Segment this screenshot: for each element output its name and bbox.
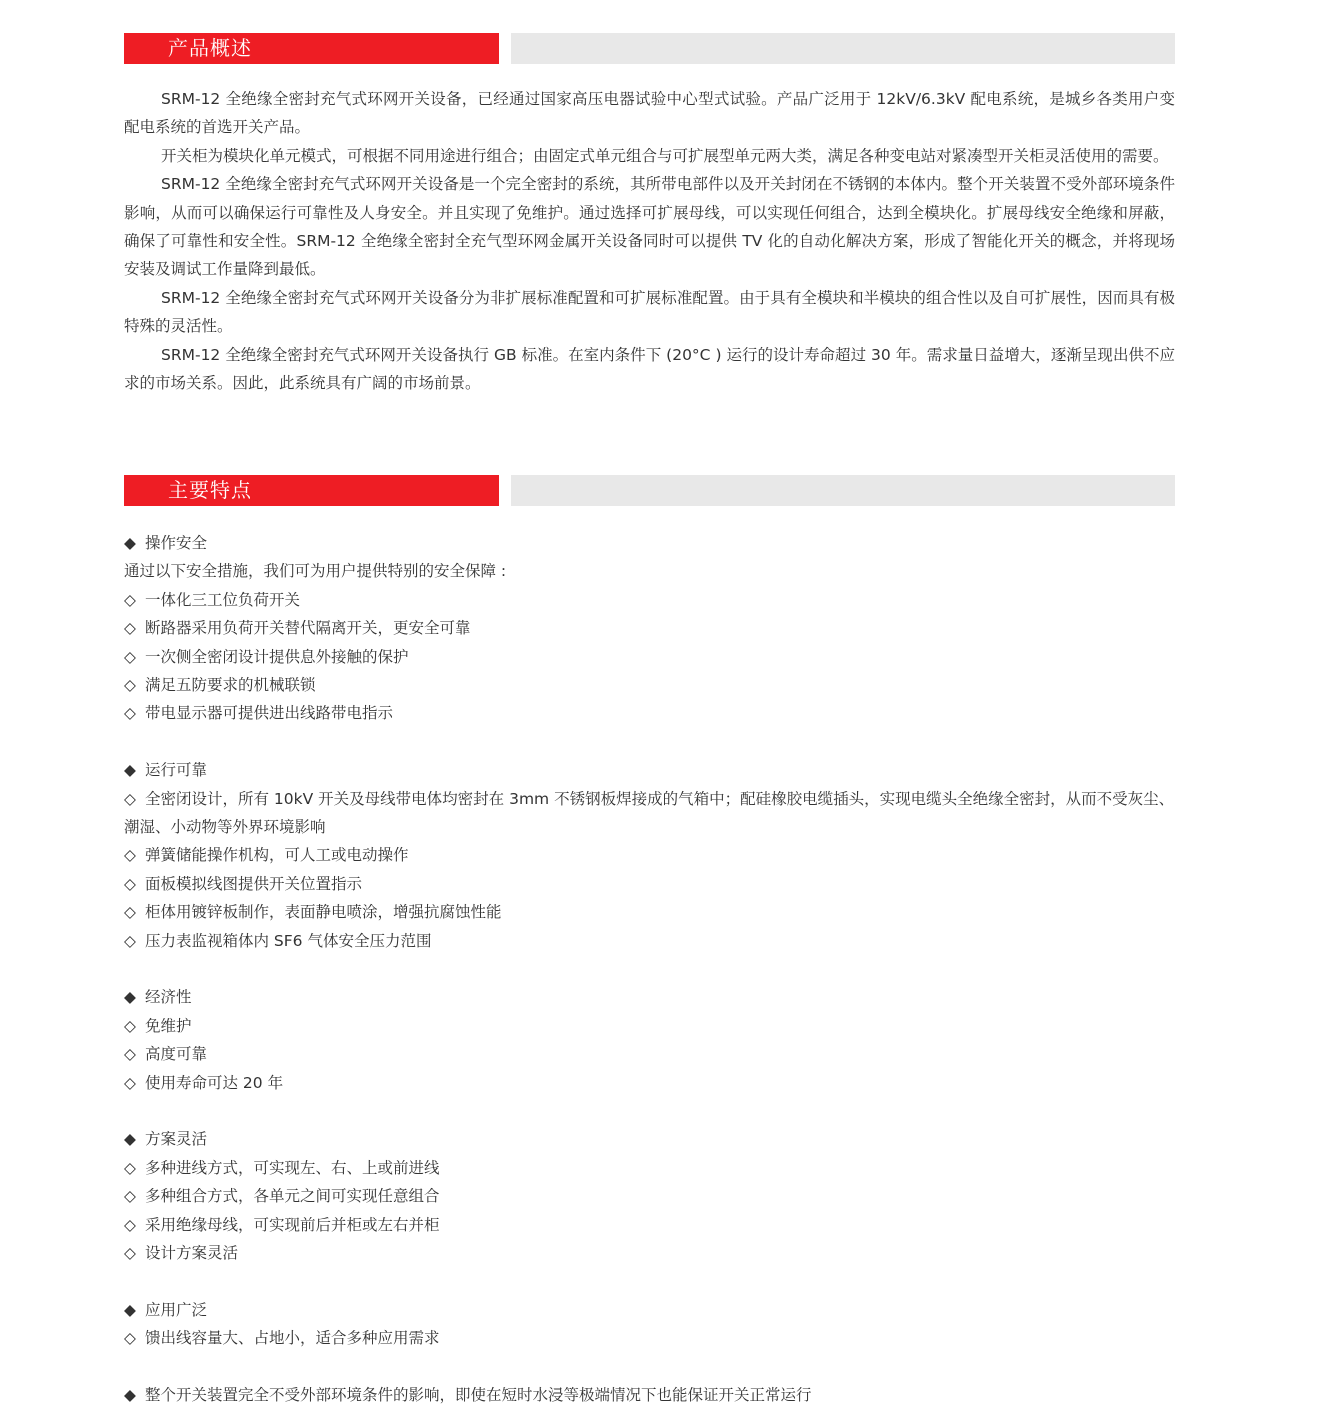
final-note: ◆ 整个开关装置完全不受外部环境条件的影响，即使在短时水浸等极端情况下也能保证开关正常运行: [124, 1381, 1175, 1409]
filled-diamond-icon: ◆: [124, 761, 136, 780]
hollow-diamond-icon: ◇: [124, 1016, 136, 1035]
list-item: ◇ 多种进线方式，可实现左、右、上或前进线: [124, 1154, 1175, 1182]
hollow-diamond-icon: ◇: [124, 1187, 136, 1206]
section-header-overview: [124, 33, 1175, 64]
filled-diamond-icon: ◆: [124, 1300, 136, 1319]
feature-group-heading: ◆ 运行可靠: [124, 756, 1175, 784]
hollow-diamond-icon: ◇: [124, 1158, 136, 1177]
list-item: ◇ 柜体用镀锌板制作，表面静电喷涂，增强抗腐蚀性能: [124, 898, 1175, 926]
list-item: ◇ 面板模拟线图提供开关位置指示: [124, 870, 1175, 898]
list-item: ◇ 带电显示器可提供进出线路带电指示: [124, 699, 1175, 727]
list-item: ◇ 一体化三工位负荷开关: [124, 586, 1175, 614]
list-item: ◇ 高度可靠: [124, 1040, 1175, 1068]
hollow-diamond-icon: ◇: [124, 903, 136, 922]
feature-group-intro: 通过以下安全措施，我们可为用户提供特别的安全保障 :: [124, 562, 507, 581]
list-item: ◇ 弹簧储能操作机构，可人工或电动操作: [124, 841, 1175, 869]
list-item: ◇ 多种组合方式，各单元之间可实现任意组合: [124, 1182, 1175, 1210]
feature-group-heading: ◆ 方案灵活: [124, 1125, 1175, 1153]
hollow-diamond-icon: ◇: [124, 1045, 136, 1064]
section-header-bar: [511, 475, 1175, 506]
hollow-diamond-icon: ◇: [124, 676, 136, 695]
feature-group-heading: ◆ 操作安全: [124, 529, 1175, 557]
hollow-diamond-icon: ◇: [124, 619, 136, 638]
list-item: ◇ 满足五防要求的机械联锁: [124, 671, 1175, 699]
filled-diamond-icon: ◆: [124, 1386, 136, 1405]
list-item: ◇ 全密闭设计，所有 10kV 开关及母线带电体均密封在 3mm 不锈钢板焊接成的气箱中；配硅橡胶电缆插头，实现电缆头全绝缘全密封，从而不受灰尘、潮湿、小动物等外界环境影响: [124, 785, 1175, 842]
list-item: ◇ 馈出线容量大、占地小，适合多种应用需求: [124, 1324, 1175, 1352]
section-title: 产品概述: [124, 33, 499, 64]
filled-diamond-icon: ◆: [124, 534, 136, 552]
section-title: 主要特点: [124, 475, 499, 506]
filled-diamond-icon: ◆: [124, 988, 136, 1007]
hollow-diamond-icon: ◇: [124, 1329, 136, 1348]
section-header-bar: [511, 33, 1175, 64]
list-item: ◇ 采用绝缘母线，可实现前后并柜或左右并柜: [124, 1211, 1175, 1239]
features-list: [124, 529, 1175, 1410]
hollow-diamond-icon: ◇: [124, 846, 136, 865]
section-header-features: [124, 475, 1175, 506]
feature-group-heading: ◆ 应用广泛: [124, 1296, 1175, 1324]
paragraph: SRM-12 全绝缘全密封充气式环网开关设备是一个完全密封的系统，其所带电部件以及开关封闭在不锈钢的本体内。整个开关装置不受外部环境条件影响，从而可以确保运行可靠性及人身安全。并且实现了免维护。通过选择可扩展母线，可以实现任何组合，达到全模块化。扩展母线安全绝缘和屏蔽，确保了可靠性和安全性。SRM-12 全绝缘全密封全充气型环网金属开关设备同时可以提供 TV 化的自动化解决方案，形成了智能化开关的概念，并将现场安装及调试工作量降到最低。: [124, 175, 1175, 279]
hollow-diamond-icon: ◇: [124, 1215, 136, 1234]
hollow-diamond-icon: ◇: [124, 789, 136, 808]
filled-diamond-icon: ◆: [124, 1130, 136, 1149]
list-item: ◇ 使用寿命可达 20 年: [124, 1069, 1175, 1097]
list-item: ◇ 压力表监视箱体内 SF6 气体安全压力范围: [124, 927, 1175, 955]
hollow-diamond-icon: ◇: [124, 590, 136, 609]
hollow-diamond-icon: ◇: [124, 1244, 136, 1263]
hollow-diamond-icon: ◇: [124, 1073, 136, 1092]
paragraph: 开关柜为模块化单元模式，可根据不同用途进行组合；由固定式单元组合与可扩展型单元两大类，满足各种变电站对紧凑型开关柜灵活使用的需要。: [161, 146, 1169, 165]
hollow-diamond-icon: ◇: [124, 931, 136, 950]
list-item: ◇ 断路器采用负荷开关替代隔离开关，更安全可靠: [124, 614, 1175, 642]
hollow-diamond-icon: ◇: [124, 874, 136, 893]
paragraph: SRM-12 全绝缘全密封充气式环网开关设备执行 GB 标准。在室内条件下 (20°C ) 运行的设计寿命超过 30 年。需求量日益增大，逐渐呈现出供不应求的市场关系。因此，此系统具有广阔的市场前景。: [124, 345, 1175, 393]
list-item: ◇ 免维护: [124, 1012, 1175, 1040]
list-item: ◇ 一次侧全密闭设计提供息外接触的保护: [124, 643, 1175, 671]
paragraph: SRM-12 全绝缘全密封充气式环网开关设备分为非扩展标准配置和可扩展标准配置。由于具有全模块和半模块的组合性以及自可扩展性，因而具有极特殊的灵活性。: [124, 288, 1175, 336]
list-item: ◇ 设计方案灵活: [124, 1239, 1175, 1267]
hollow-diamond-icon: ◇: [124, 647, 136, 666]
hollow-diamond-icon: ◇: [124, 704, 136, 723]
feature-group-heading: ◆ 经济性: [124, 983, 1175, 1011]
overview-text: [124, 85, 1175, 397]
paragraph: SRM-12 全绝缘全密封充气式环网开关设备，已经通过国家高压电器试验中心型式试验。产品广泛用于 12kV/6.3kV 配电系统，是城乡各类用户变配电系统的首选开关产品。: [124, 90, 1175, 137]
